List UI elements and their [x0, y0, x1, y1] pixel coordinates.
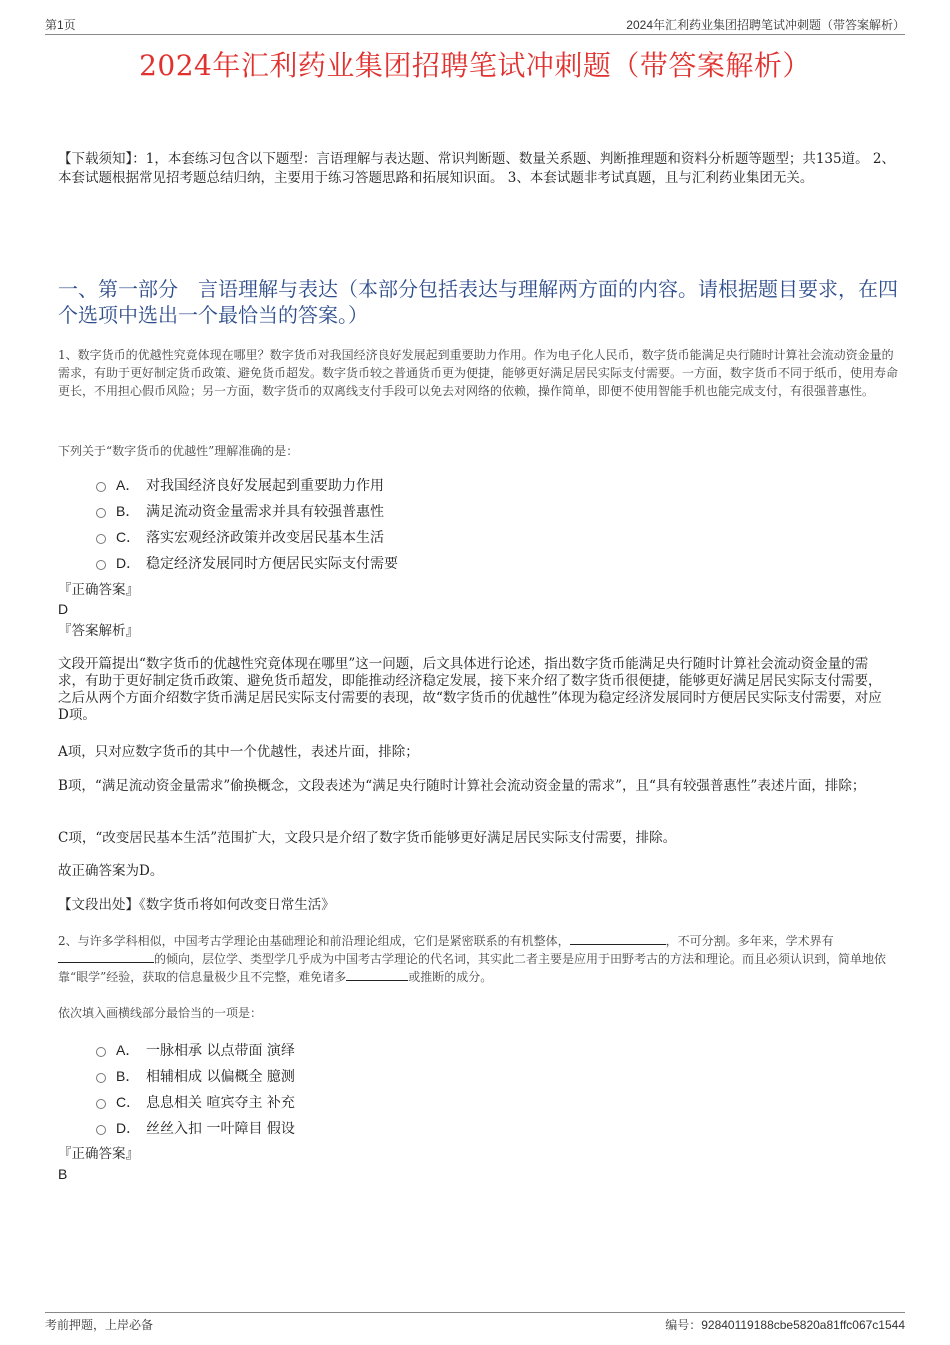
option-text: 稳定经济发展同时方便居民实际支付需要 [146, 556, 398, 572]
q1-analysis-conclusion: 故正确答案为D。 [58, 863, 164, 879]
page-footer [45, 1312, 905, 1333]
radio-icon[interactable] [96, 1125, 106, 1135]
fill-blank-3 [346, 968, 408, 981]
option-text: 一脉相承 以点带面 演绎 [146, 1043, 295, 1059]
q2-answer-label: 『正确答案』 [58, 1146, 139, 1162]
radio-icon[interactable] [96, 1099, 106, 1109]
q2-option-c[interactable]: C． 息息相关 喧宾夺主 补充 [96, 1089, 856, 1115]
q2-option-b[interactable]: B． 相辅相成 以偏概全 臆测 [96, 1063, 856, 1089]
page-number: 第1页 [45, 17, 76, 32]
radio-icon[interactable] [96, 482, 106, 492]
option-text: 对我国经济良好发展起到重要助力作用 [146, 478, 384, 494]
q1-analysis-label: 『答案解析』 [58, 623, 139, 639]
q1-option-c[interactable]: C． 落实宏观经济政策并改变居民基本生活 [96, 524, 856, 550]
q1-answer: D [58, 601, 69, 617]
radio-icon[interactable] [96, 1047, 106, 1057]
document-title: 2024年汇利药业集团招聘笔试冲刺题（带答案解析） [139, 49, 811, 82]
q2-stem: 2、与许多学科相似，中国考古学理论由基础理论和前沿理论组成，它们是紧密联系的有机整体， ，不可分割。多年来，学术界有的倾向，层位学、类型学几乎成为中国考古学理论的代名词，其实此二者主要是应用于田野考古的方法和理论。而且必须认识到，简单地依靠“眼学”经验，获取的信息量极少且不完整，难免诸多 或推断的成分。 [58, 934, 887, 984]
radio-icon[interactable] [96, 1073, 106, 1083]
option-text: 息息相关 喧宾夺主 补充 [146, 1095, 295, 1111]
q1-answer-label: 『正确答案』 [58, 582, 139, 598]
q1-analysis-c: C项，“改变居民基本生活”范围扩大，文段只是介绍了数字货币能够更好满足居民实际支付需要，排除。 [58, 830, 677, 846]
radio-icon[interactable] [96, 534, 106, 544]
q1-prompt: 下列关于“数字货币的优越性”理解准确的是： [58, 444, 299, 458]
fill-blank-2 [58, 950, 154, 963]
q2-answer: B [58, 1166, 68, 1182]
option-text: 落实宏观经济政策并改变居民基本生活 [146, 530, 384, 546]
header-doc-title: 2024年汇利药业集团招聘笔试冲刺题（带答案解析） [626, 17, 905, 32]
footer-slogan: 考前押题，上岸必备 [45, 1317, 154, 1332]
q1-options [96, 472, 856, 576]
q2-options [96, 1037, 856, 1141]
q1-option-d[interactable]: D． 稳定经济发展同时方便居民实际支付需要 [96, 550, 856, 576]
option-text: 满足流动资金量需求并具有较强普惠性 [146, 504, 384, 520]
q1-source: 【文段出处】《数字货币将如何改变日常生活》 [58, 897, 335, 913]
q2-option-d[interactable]: D． 丝丝入扣 一叶障目 假设 [96, 1115, 856, 1141]
option-text: 丝丝入扣 一叶障目 假设 [146, 1121, 295, 1137]
page-header [45, 14, 905, 35]
radio-icon[interactable] [96, 560, 106, 570]
fill-blank-1 [570, 932, 666, 945]
footer-code: 编号：92840119188cbe5820a81ffc067c1544 [665, 1317, 905, 1332]
download-notice: 【下载须知】：1，本套练习包含以下题型：言语理解与表达题、常识判断题、数量关系题、判断推理题和资料分析题等题型；共135道。 2、本套试题根据常见招考题总结归纳，主要用于练习答题思路和拓展知识面。 3、本套试题非考试真题，且与汇利药业集团无关。 [58, 151, 895, 186]
radio-icon[interactable] [96, 508, 106, 518]
q2-prompt: 依次填入画横线部分最恰当的一项是： [58, 1006, 263, 1020]
q1-option-b[interactable]: B． 满足流动资金量需求并具有较强普惠性 [96, 498, 856, 524]
q2-option-a[interactable]: A． 一脉相承 以点带面 演绎 [96, 1037, 856, 1063]
q1-option-a[interactable]: A． 对我国经济良好发展起到重要助力作用 [96, 472, 856, 498]
option-text: 相辅相成 以偏概全 臆测 [146, 1069, 295, 1085]
section-heading: 一、第一部分 言语理解与表达（本部分包括表达与理解两方面的内容。请根据题目要求，在四个选项中选出一个最恰当的答案。） [58, 277, 898, 327]
q1-analysis-main: 文段开篇提出“数字货币的优越性究竟体现在哪里”这一问题，后文具体进行论述，指出数字货币能满足央行随时计算社会流动资金量的需求，有助于更好制定货币政策、避免货币超发，即能推动经济稳定发展，接下来介绍了数字货币很便捷，能够更好满足居民实际支付需要，之后从两个方面介绍数字货币满足居民实际支付需要的表现，故“数字货币的优越性”体现为稳定经济发展同时方便居民实际支付需要，对应D项。 [58, 656, 882, 723]
q1-stem: 1、数字货币的优越性究竟体现在哪里？数字货币对我国经济良好发展起到重要助力作用。作为电子化人民币，数字货币能满足央行随时计算社会流动资金量的需求，有助于更好制定货币政策、避免货币超发。数字货币较之普通货币更为便捷，能够更好满足居民实际支付需要。一方面，数字货币不同于纸币，使用寿命更长，不用担心假币风险；另一方面，数字货币的双离线支付手段可以免去对网络的依赖，操作简单，即便不使用智能手机也能完成支付，有很强普惠性。 [58, 348, 899, 398]
q1-analysis-b: B项，“满足流动资金量需求”偷换概念，文段表述为“满足央行随时计算社会流动资金量的需求”，且“具有较强普惠性”表述片面，排除； [58, 778, 866, 794]
q1-analysis-a: A项，只对应数字货币的其中一个优越性，表述片面，排除； [58, 744, 419, 760]
